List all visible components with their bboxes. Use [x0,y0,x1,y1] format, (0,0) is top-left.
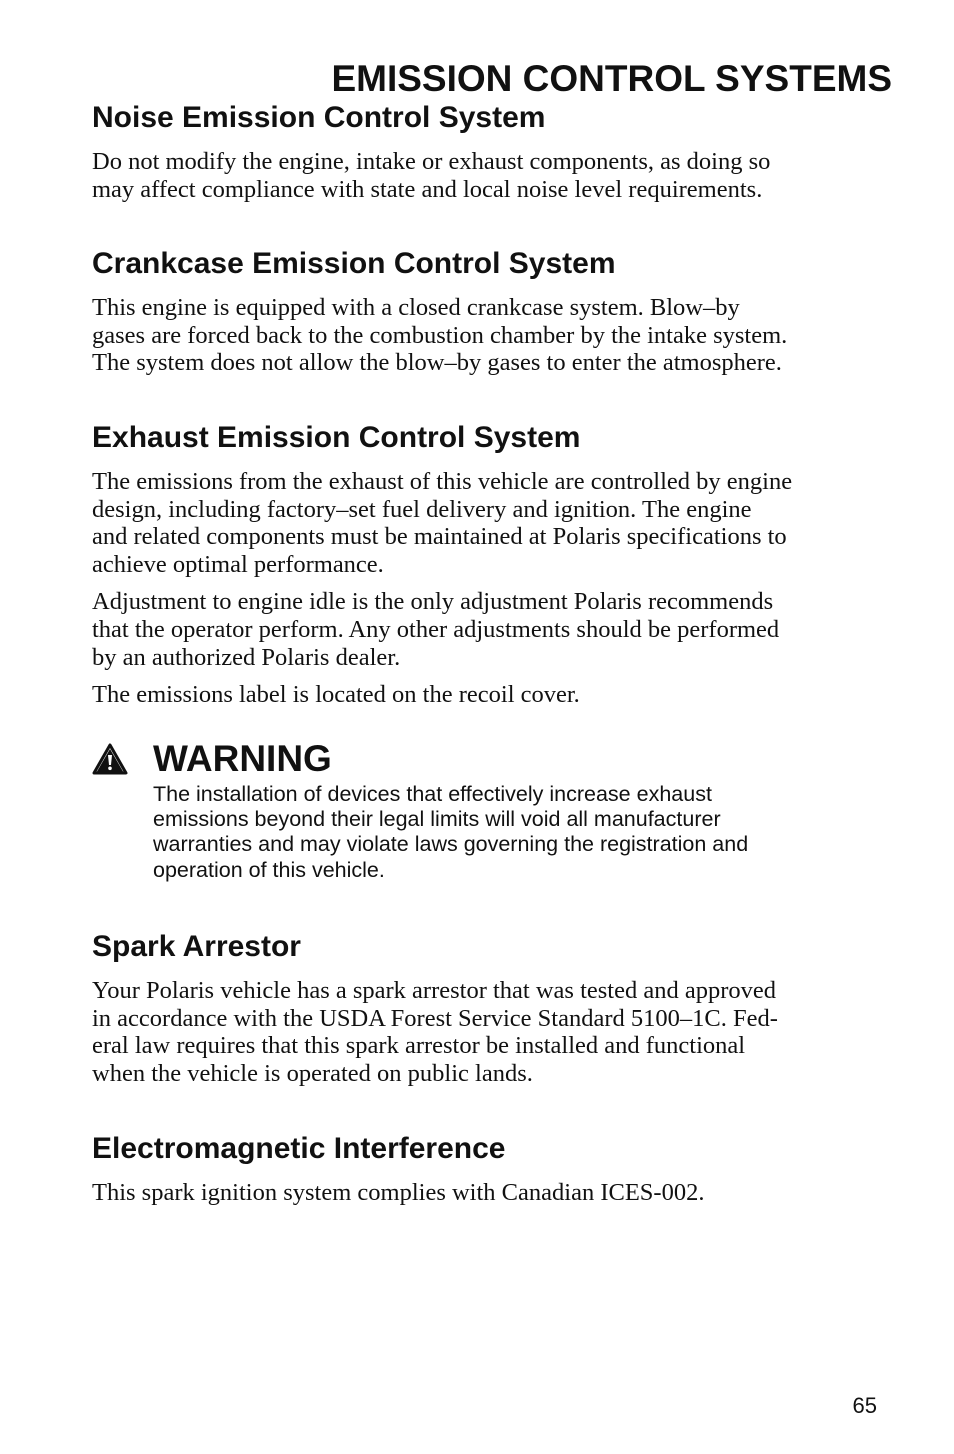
warning-triangle-icon [92,743,128,775]
section-paragraph: Do not modify the engine, intake or exhaust components, as doing so may affect compliance with state and local noise level requirements. [92,148,771,203]
section-heading-noise: Noise Emission Control System [92,101,546,134]
section-noise [92,101,892,203]
page-title: EMISSION CONTROL SYSTEMS [331,58,892,99]
warning-header [92,738,892,780]
section-paragraph: Adjustment to engine idle is the only adjustment Polaris recommends that the operator perform. Any other adjustments should be performed by an authorized Polaris dealer. [92,588,780,671]
section-heading-spark: Spark Arrestor [92,930,301,963]
page-number: 65 [852,1393,877,1418]
section-heading-crankcase: Crankcase Emission Control System [92,247,616,280]
section-paragraph: This spark ignition system complies with Canadian ICES-002. [92,1179,705,1206]
section-paragraph: The emissions label is located on the recoil cover. [92,681,580,709]
warning-box [92,738,892,883]
section-paragraph: This engine is equipped with a closed crankcase system. Blow–by gases are forced back to the combustion chamber by the intake system. The system does not allow the blow–by gases to enter the atmosphere. [92,294,788,377]
warning-title: WARNING [153,738,332,779]
section-heading-emi: Electromagnetic Interference [92,1132,506,1165]
warning-text: The installation of devices that effectively increase exhaust emissions beyond their legal limits will void all manufacturer warranties and may violate laws governing the registration and operation of this vehicle. [153,782,749,882]
section-exhaust [92,421,892,709]
section-spark-arrestor [92,930,892,1087]
section-paragraph: Your Polaris vehicle has a spark arrestor that was tested and approved in accordance with the USDA Forest Service Standard 5100–1C. Fed- eral law requires that this spark arrestor be installed and functional when the vehicle is operated on public lands. [92,977,778,1087]
section-paragraph: The emissions from the exhaust of this vehicle are controlled by engine design, including factory–set fuel delivery and ignition. The engine and related components must be maintained at Polaris specifications to achieve optimal performance. [92,468,793,578]
section-crankcase [92,247,892,377]
section-heading-exhaust: Exhaust Emission Control System [92,421,581,454]
section-emi [92,1132,892,1207]
